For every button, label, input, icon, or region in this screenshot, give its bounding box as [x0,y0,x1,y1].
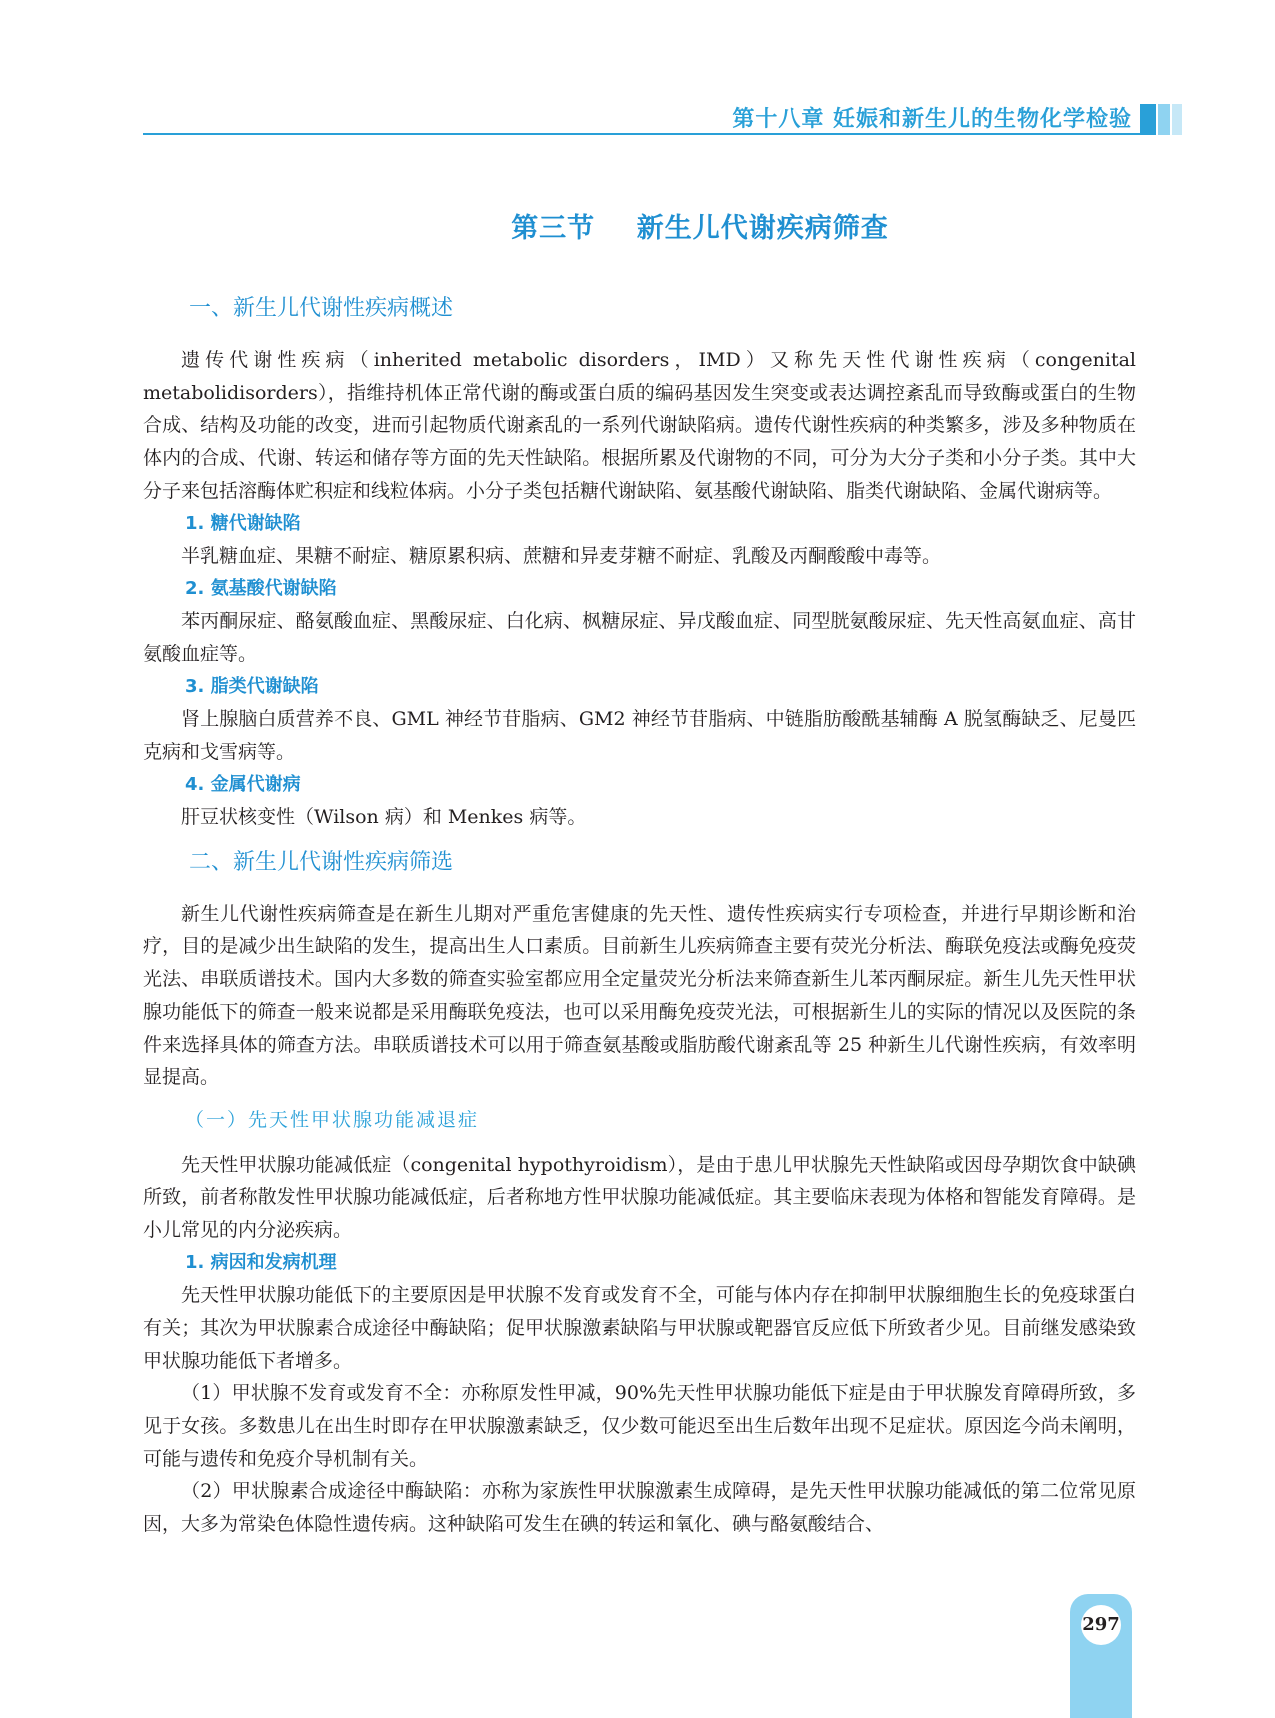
item-title: 4. 金属代谢病 [185,773,301,795]
item-text: 肝豆状核变性（Wilson 病）和 Menkes 病等。 [181,806,587,829]
section-title: 第三节 新生儿代谢疾病筛查 [511,213,889,244]
point-paragraph: （2）甲状腺素合成途径中酶缺陷：亦称为家族性甲状腺激素生成障碍，是先天性甲状腺功能减低的第二位常见原因，大多为常染色体隐性遗传病。这种缺陷可发生在碘的转运和氧化、碘与酪氨酸结合、 [143,1480,1136,1536]
cause-title: 1. 病因和发病机理 [185,1251,337,1273]
item-title: 2. 氨基酸代谢缺陷 [185,577,337,599]
chapter-header: 第十八章 妊娠和新生儿的生物化学检验 [732,107,1132,132]
item-title: 1. 糖代谢缺陷 [185,512,301,534]
header-color-block [1158,104,1170,135]
part1-intro: 遗传代谢性疾病（inherited metabolic disorders，IMD）又称先天性代谢性疾病（congenital metabolidisorders），指维持机体正常代谢的酶或蛋白质的编码基因发生突变或表达调控紊乱而导致酶或蛋白的生物合成、结构及功能的改变，进而引起物质代谢紊乱的一系列代谢缺陷病。遗传代谢性疾病的种类繁多，涉及多种物质在体内的合成、代谢、转运和储存等方面的先天性缺陷。根据所累及代谢物的不同，可分为大分子类和小分子类。其中大分子来包括溶酶体贮积症和线粒体病。小分子类包括糖代谢缺陷、氨基酸代谢缺陷、脂类代谢缺陷、金属代谢病等。 [143,349,1136,502]
item-text: 苯丙酮尿症、酪氨酸血症、黑酸尿症、白化病、枫糖尿症、异戊酸血症、同型胱氨酸尿症、先天性高氨血症、高甘氨酸血症等。 [143,610,1136,665]
point-paragraph: （1）甲状腺不发育或发育不全：亦称原发性甲减，90%先天性甲状腺功能低下症是由于甲状腺发育障碍所致，多见于女孩。多数患儿在出生时即存在甲状腺激素缺乏，仅少数可能迟至出生后数年出现不足症状。原因迄今尚未阐明，可能与遗传和免疫介导机制有关。 [143,1382,1136,1470]
item-title: 3. 脂类代谢缺陷 [185,675,319,697]
part1-heading: 一、新生儿代谢性疾病概述 [189,296,454,321]
subsection-heading: （一）先天性甲状腺功能减退症 [185,1108,480,1131]
page-content [143,294,1136,1541]
header-color-block [1140,104,1156,135]
subsection-intro: 先天性甲状腺功能减低症（congenital hypothyroidism），是由于患儿甲状腺先天性缺陷或因母孕期饮食中缺碘所致，前者称散发性甲状腺功能减低症，后者称地方性甲状腺功能减低症。其主要临床表现为体格和智能发育障碍。是小儿常见的内分泌疾病。 [143,1153,1136,1242]
header-color-block [1172,104,1182,135]
item-text: 半乳糖血症、果糖不耐症、糖原累积病、蔗糖和异麦芽糖不耐症、乳酸及丙酮酸酸中毒等。 [181,545,942,568]
cause-text: 先天性甲状腺功能低下的主要原因是甲状腺不发育或发育不全，可能与体内存在抑制甲状腺细胞生长的免疫球蛋白有关；其次为甲状腺素合成途径中酶缺陷；促甲状腺激素缺陷与甲状腺或靶器官反应低下所致者少见。目前继发感染致甲状腺功能低下者增多。 [143,1284,1136,1372]
part2-intro: 新生儿代谢性疾病筛查是在新生儿期对严重危害健康的先天性、遗传性疾病实行专项检查，并进行早期诊断和治疗，目的是减少出生缺陷的发生，提高出生人口素质。目前新生儿疾病筛查主要有荧光分析法、酶联免疫法或酶免疫荧光法、串联质谱技术。国内大多数的筛查实验室都应用全定量荧光分析法来筛查新生儿苯丙酮尿症。新生儿先天性甲状腺功能低下的筛查一般来说都是采用酶联免疫法，也可以采用酶免疫荧光法，可根据新生儿的实际的情况以及医院的条件来选择具体的筛查方法。串联质谱技术可以用于筛查氨基酸或脂肪酸代谢紊乱等 25 种新生儿代谢性疾病，有效率明显提高。 [143,902,1136,1089]
page-number: 297 [1081,1605,1121,1645]
part2-heading: 二、新生儿代谢性疾病筛选 [189,849,454,875]
header-divider [143,133,1143,135]
item-text: 肾上腺脑白质营养不良、GML 神经节苷脂病、GM2 神经节苷脂病、中链脂肪酸酰基辅酶 A 脱氢酶缺乏、尼曼匹克病和戈雪病等。 [143,708,1136,763]
